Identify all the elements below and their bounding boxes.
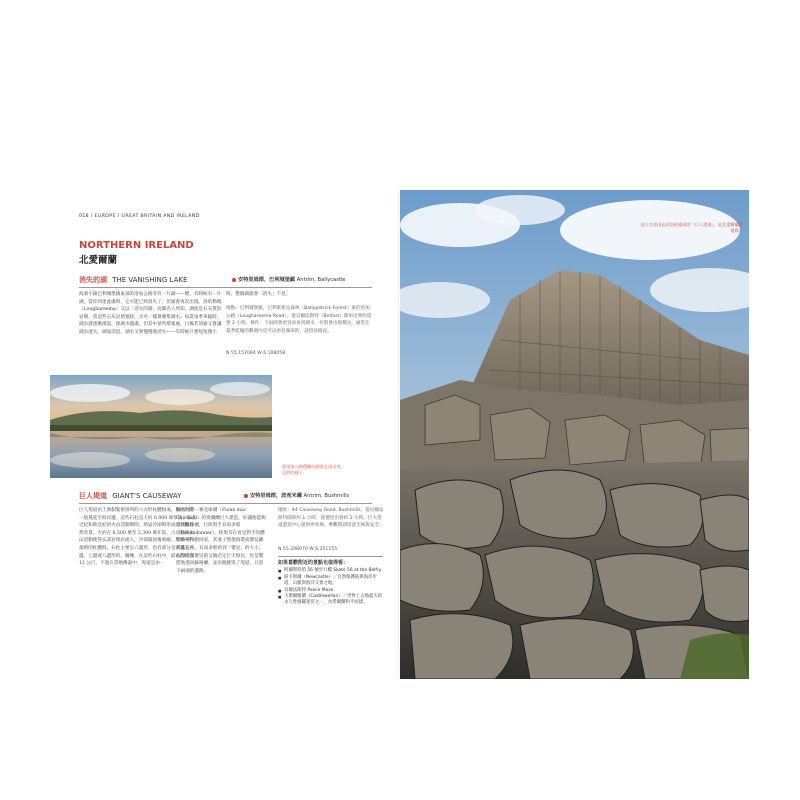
divider (79, 287, 226, 288)
left-page (50, 190, 399, 679)
vanishing-lake-body: 海濱小鎮巴利城堡鎮東部的洛加公路旁有一片湖——嗯，有時候有一片湖，當你到達此處時，它可能已經消失了，但湖會再次出現。洛哈勒瑪（Loughareema）又以「消失的湖」而聞名人所知。湖底是石灰質的岩層，當這些石灰岩堵塞時，水可一樣會聚集湖水。每當雨季來臨時，湖水就逐漸湧起，使湖水漲滿；但其中某些堵塞處，日後若清通又會讓湖水流失。湖面消退，湖水又會慢慢地消失——有時候只要短短幾小 (79, 292, 222, 335)
divider (278, 556, 383, 557)
vanishing-lake-directions: 地點：巴利城堡鎮，巴利派崔克森林（Ballypatrick Forest）東的洛加公路（Loughareema Road），從貝爾法斯特（Belfast）開車出發約需要 2 小時。條件：下雨時會更容易看到湖水。有時會出現積水。通常在夏季乾燥的數週內是可以看見湖床的，請留意路況。 (226, 306, 372, 334)
giants-causeway-location-en: Antrim, Bushmills (303, 493, 350, 499)
vanishing-lake-location-zh: 安特里姆郡，巴利城堡鎮 (238, 277, 296, 283)
lake-landscape-image (50, 375, 272, 478)
giants-causeway-directions: 地址：44 Causeway Road, Bushmills。從貝爾法斯特開車約 1 小時，從德里出發約 1 小時。巨人堤道遊客中心提供停車場。參觀時請留意天候與安全。 (278, 508, 384, 529)
giants-causeway-title-zh: 巨人堤道 (79, 492, 107, 500)
nearby-tip-item: ■ 卡斯爾維蘭（Castlewellan）／世界上占地最大的永久性綠籬迷宮之一，為愛爾蘭和平而建。 (278, 594, 383, 607)
vanishing-lake-location (232, 276, 346, 283)
giants-causeway-location (244, 492, 349, 499)
giants-causeway-title (79, 491, 181, 501)
divider (79, 503, 372, 504)
vanishing-lake-title (79, 275, 187, 285)
giants-causeway-coordinates: N 55.208070 W 6.251155 (278, 547, 338, 552)
nearby-tip-item: ■ 貝爾法斯特 Peace Maze (278, 588, 383, 594)
location-pin-icon (244, 494, 248, 498)
region-title-en: NORTHERN IRELAND (79, 240, 194, 251)
giants-causeway-body: 巨人堤道由上萬個緊密排列的六方形柱體組成，如同台階一般蔓延至海岸邊。這些石柱是大約 6,000 萬年前，在古近紀和新近紀的火山活動期間，熔岩冷卻時形成的壯觀自然奇景。大約在 6,500 萬至 2,300 萬年前，古近紀的火山活動使得玄武岩熔岩流入，冷卻凝固後收縮，形成一片規則的柱體群。石柱主要呈六邊形，也有部分是四邊、五邊、七邊或八邊形的。據傳，在這些石柱中，最高的約有 12 公尺。不過在當地傳說中，堤道是由一 (79, 508, 197, 567)
lake-photo (50, 375, 272, 478)
causeway-photo-caption: 這片古老由玄武岩柱組成的「巨人堤道」，是北愛爾蘭的地標。 (640, 222, 743, 233)
lake-photo-caption: 從洛加公路環顧的湖景在雨水充足時的樣子。 (282, 464, 341, 475)
location-pin-icon (232, 278, 236, 282)
vanishing-lake-body-cont: 時，整個湖就會「消失」不見。 (226, 292, 291, 297)
giants-causeway-body-cont: 個名叫芬・麥克庫爾（Fionn mac Cumhaill）的愛爾蘭巨人建造，好讓他能夠走到蘇格蘭，打敗對手貝南多那（Benandonner）。結果芬在看見對手的體型時嚇得跑回家，其妻子將他偽裝成嬰兒藏在搖籃中。貝南多那看到「嬰兒」的大小，心想這個嬰兒的父親必定巨大無比，於是驚慌地逃回蘇格蘭，並沿路摧毀了堤道，只留下兩端的遺跡。 (176, 508, 266, 574)
vanishing-lake-title-en: THE VANISHING LAKE (112, 276, 188, 284)
nearby-tip-box (278, 560, 383, 607)
giants-causeway-location-zh: 安特里姆郡，波希米爾 (250, 493, 302, 499)
nearby-tip-item: ■ 紐卡斯爾（Newcastle）／自然保護區與海岸步道，山脈與海洋交會之地。 (278, 575, 383, 588)
nearby-tip-heading: 如果喜歡附近的景點也值得看： (278, 560, 349, 566)
running-head: 018 / EUROPE / GREAT BRITAIN AND IRELAND (79, 214, 200, 219)
vanishing-lake-coordinates: N 55.157084 W 6.108058 (226, 351, 286, 356)
vanishing-lake-title-zh: 消失的湖 (79, 276, 107, 284)
region-title-zh: 北愛爾蘭 (79, 255, 118, 266)
giants-causeway-image (400, 190, 749, 679)
giants-causeway-title-en: GIANT'S CAUSEWAY (112, 492, 182, 500)
nearby-tip-item: ■ 阿爾斯特的 56 號步行橋 Skate 56 at the Belfry (278, 568, 383, 574)
vanishing-lake-location-en: Antrim, Ballycastle (296, 277, 346, 283)
divider (226, 287, 372, 288)
right-page-photo (400, 190, 749, 679)
